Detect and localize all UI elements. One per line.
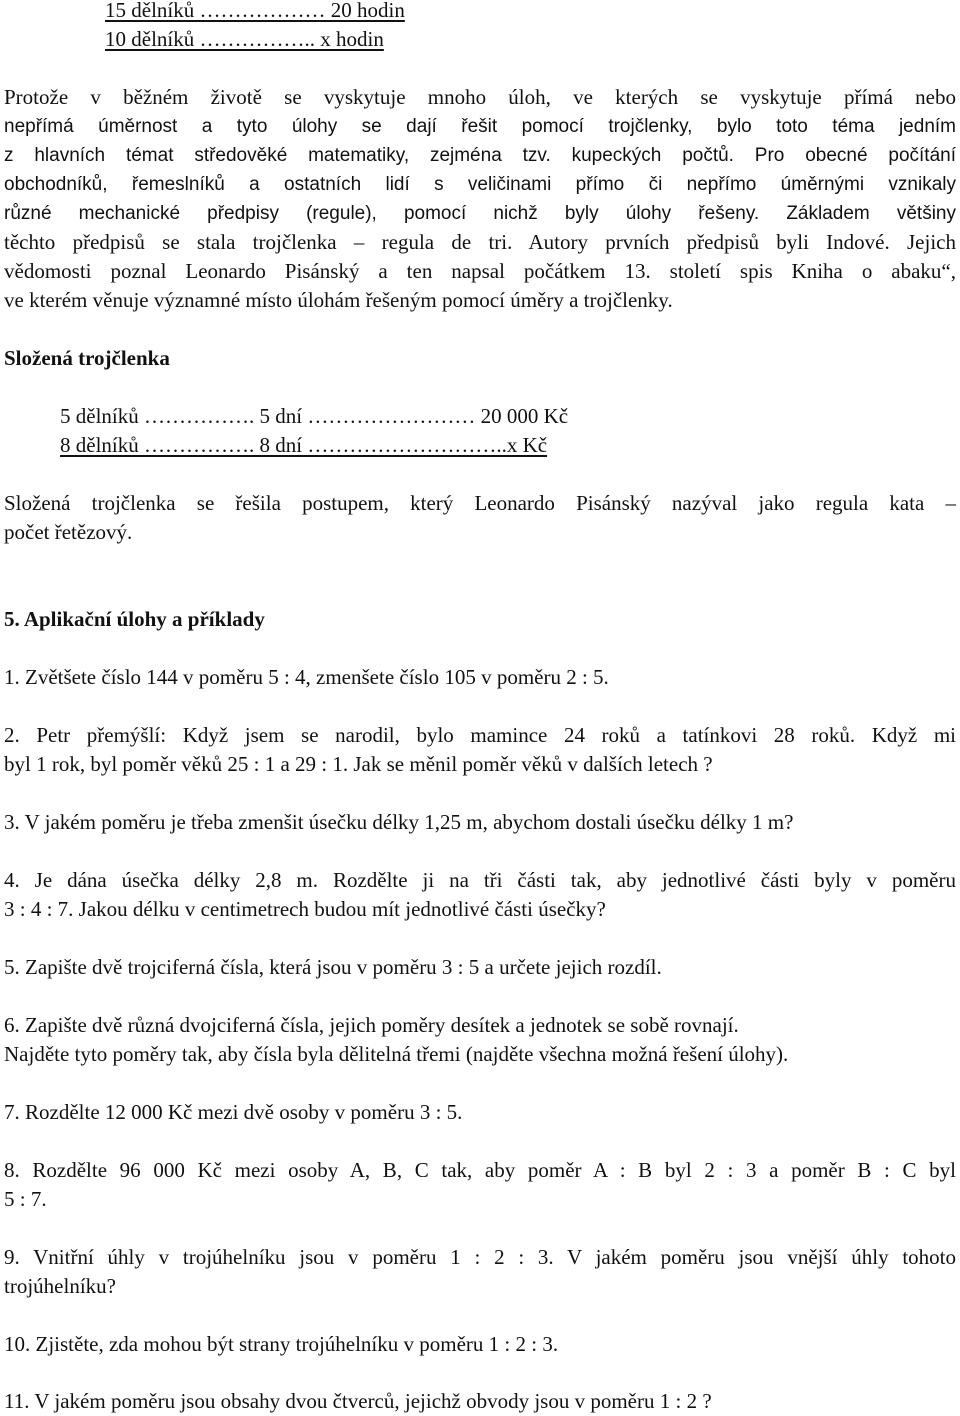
- task-9-line-1: 9. Vnitřní úhly v trojúhelníku jsou v poměru 1 : 2 : 3. V jakém poměru jsou vnější úhly tohoto: [4, 1245, 956, 1269]
- history-line-1: Protože v běžném životě se vyskytuje mnoho úloh, ve kterých se vyskytuje přímá nebo: [4, 85, 956, 109]
- task-4-line-1: 4. Je dána úsečka délky 2,8 m. Rozdělte ji na tři části tak, aby jednotlivé části byly v poměru: [4, 868, 956, 892]
- compound-heading: Složená trojčlenka: [4, 346, 170, 370]
- task-11: 11. V jakém poměru jsou obsahy dvou čtverců, jejichž obvody jsou v poměru 1 : 2 ?: [4, 1389, 712, 1413]
- task-10: 10. Zjistěte, zda mohou být strany trojúhelníku v poměru 1 : 2 : 3.: [4, 1332, 559, 1356]
- task-6-line-1: 6. Zapište dvě různá dvojciferná čísla, jejich poměry desítek a jednotek se sobě rovnají.: [4, 1013, 739, 1037]
- applications-heading: 5. Aplikační úlohy a příklady: [4, 607, 265, 631]
- history-line-6: těchto předpisů se stala trojčlenka – regula de tri. Autory prvních předpisů byli Indové. Jejich: [4, 230, 956, 254]
- task-5: 5. Zapište dvě trojciferná čísla, která jsou v poměru 3 : 5 a určete jejich rozdíl.: [4, 955, 662, 979]
- history-line-8: ve kterém věnuje významné místo úlohám řešeným pomocí úměry a trojčlenky.: [4, 288, 673, 312]
- history-line-7: vědomosti poznal Leonardo Pisánský a ten napsal počátkem 13. století spis Kniha o abaku“,: [4, 259, 956, 283]
- history-line-5: různé mechanické předpisy (regule), pomocí nichž byly úlohy řešeny. Základem většiny: [4, 203, 956, 224]
- task-4-line-2: 3 : 4 : 7. Jakou délku v centimetrech budou mít jednotlivé části úsečky?: [4, 897, 606, 921]
- compound-line-1: 5 dělníků ……………. 5 dní …………………… 20 000 Kč: [60, 404, 569, 428]
- history-line-3: z hlavních témat středověké matematiky, zejména tzv. kupeckých počtů. Pro obecné počítání: [4, 145, 956, 166]
- compound-line-2: 8 dělníků ……………. 8 dní ………………………..x Kč: [60, 433, 548, 457]
- compound-desc-1: Složená trojčlenka se řešila postupem, který Leonardo Pisánský nazýval jako regula kata –: [4, 491, 956, 515]
- ratio-line-1: 15 dělníků ……………… 20 hodin: [105, 0, 405, 22]
- task-2-line-1: 2. Petr přemýšlí: Když jsem se narodil, bylo mamince 24 roků a tatínkovi 28 roků. Když mi: [4, 723, 956, 747]
- task-3: 3. V jakém poměru je třeba zmenšit úsečku délky 1,25 m, abychom dostali úsečku délky 1 m?: [4, 810, 794, 834]
- history-line-4: obchodníků, řemeslníků a ostatních lidí s veličinami přímo či nepřímo úměrnými vznikaly: [4, 174, 956, 195]
- task-6-line-2: Najděte tyto poměry tak, aby čísla byla dělitelná třemi (najděte všechna možná řešení úlohy).: [4, 1042, 789, 1066]
- task-7: 7. Rozdělte 12 000 Kč mezi dvě osoby v poměru 3 : 5.: [4, 1100, 463, 1124]
- ratio-line-2: 10 dělníků …………….. x hodin: [105, 27, 384, 51]
- task-8-line-2: 5 : 7.: [4, 1187, 47, 1211]
- task-9-line-2: trojúhelníku?: [4, 1274, 116, 1298]
- task-1: 1. Zvětšete číslo 144 v poměru 5 : 4, zmenšete číslo 105 v poměru 2 : 5.: [4, 665, 609, 689]
- compound-desc-2: počet řetězový.: [4, 520, 133, 544]
- task-2-line-2: byl 1 rok, byl poměr věků 25 : 1 a 29 : 1. Jak se měnil poměr věků v dalších letech ?: [4, 752, 713, 776]
- history-line-2: nepřímá úměrnost a tyto úlohy se dají řešit pomocí trojčlenky, bylo toto téma jedním: [4, 116, 956, 137]
- task-8-line-1: 8. Rozdělte 96 000 Kč mezi osoby A, B, C tak, aby poměr A : B byl 2 : 3 a poměr B : C byl: [4, 1158, 956, 1182]
